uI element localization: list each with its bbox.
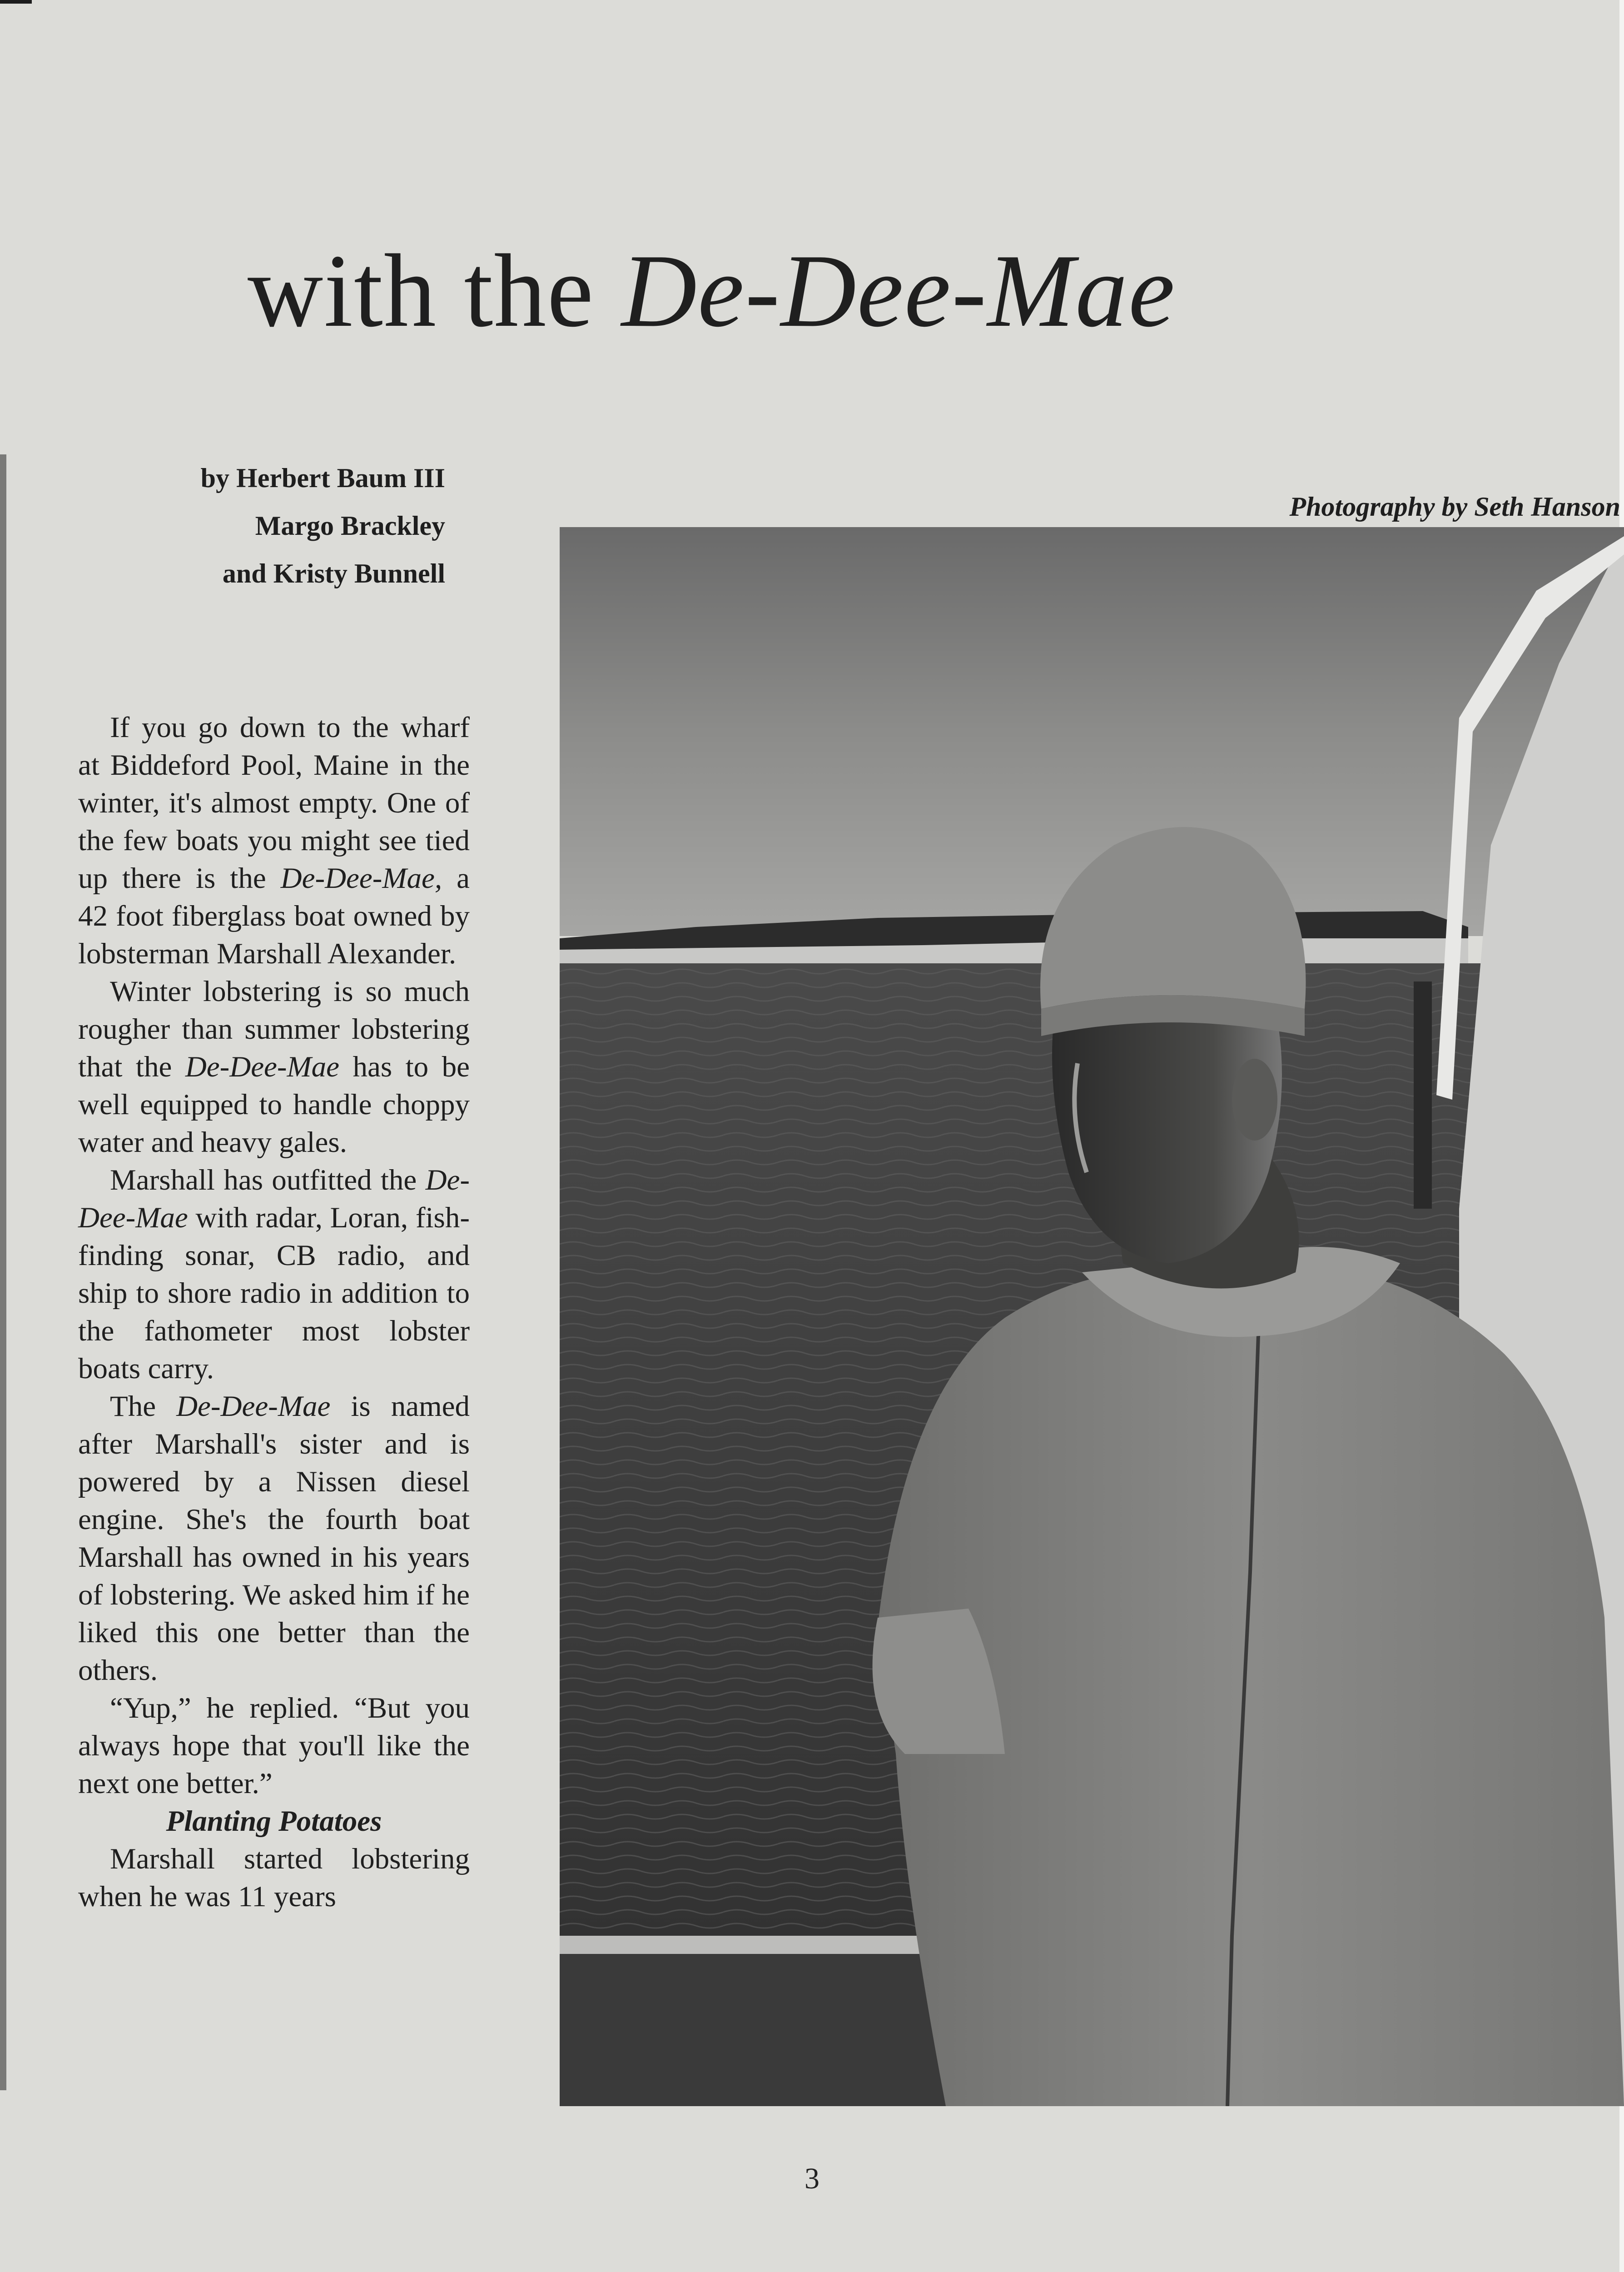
headline-prefix: with the	[248, 233, 595, 349]
byline-line-1: by Herbert Baum III	[200, 463, 445, 493]
paragraph-4-boat-name: De-Dee-Mae	[176, 1390, 331, 1423]
article-body	[78, 709, 470, 1916]
ear	[1232, 1059, 1277, 1141]
paragraph-1	[78, 709, 470, 973]
paragraph-2-text-b: has to be well equipped to handle choppy water and heavy gales.	[78, 1051, 470, 1159]
photo-credit: Photography by Seth Hanson	[1289, 492, 1620, 522]
paragraph-1-text-b: a 42 foot fiberglass boat owned by lobsterman Marshall Alexander.	[78, 862, 470, 970]
paragraph-1-boat-name: De-Dee-Mae,	[280, 862, 442, 895]
lobsterman-photo	[560, 527, 1624, 2106]
article-headline	[248, 227, 1176, 354]
lobsterman-photo-icon	[560, 527, 1624, 2106]
paragraph-4-text-a: The	[110, 1390, 177, 1423]
byline	[201, 454, 445, 598]
headline-boat-name: De-Dee-Mae	[621, 233, 1176, 349]
paragraph-6: Marshall started lobstering when he was 11 years	[78, 1843, 470, 1913]
page-left-edge-shadow	[0, 454, 6, 2090]
paragraph-3	[78, 1161, 470, 1388]
paragraph-4	[78, 1388, 470, 1689]
paragraph-5: “Yup,” he replied. “But you always hope that you'll like the next one better.”	[78, 1692, 470, 1800]
paragraph-1-text-a: If you go down to the wharf at Biddeford Pool, Maine in the winter, it's almost empty. One of the few boats you might see tied up there is the	[78, 711, 470, 895]
paragraph-4-text-b: is named after Marshall's sister and is powered by a Nissen diesel engine. She's the fourth boat Marshall has owned in his years of lobstering. We asked him if he liked this one better than the others.	[78, 1390, 470, 1687]
paragraph-3-text-a: Marshall has outfitted the	[110, 1164, 426, 1196]
byline-line-2: Margo Brackley	[255, 511, 445, 541]
byline-line-3: and Kristy Bunnell	[222, 558, 445, 588]
paragraph-2-text-a: Winter lobstering is so much rougher than summer lobstering that the	[78, 975, 470, 1083]
paragraph-2	[78, 973, 470, 1161]
section-subhead: Planting Potatoes	[166, 1805, 382, 1838]
paragraph-2-boat-name: De-Dee-Mae	[185, 1051, 340, 1083]
scan-corner-mark	[0, 0, 32, 4]
paragraph-3-boat-name: De-Dee-Mae	[78, 1164, 470, 1234]
page-number: 3	[805, 2162, 819, 2195]
paragraph-3-text-b: with radar, Loran, fish-finding sonar, CB radio, and ship to shore radio in addition to the fathometer most lobster boats carry.	[78, 1201, 470, 1385]
boat-rail-post	[1414, 982, 1432, 1209]
